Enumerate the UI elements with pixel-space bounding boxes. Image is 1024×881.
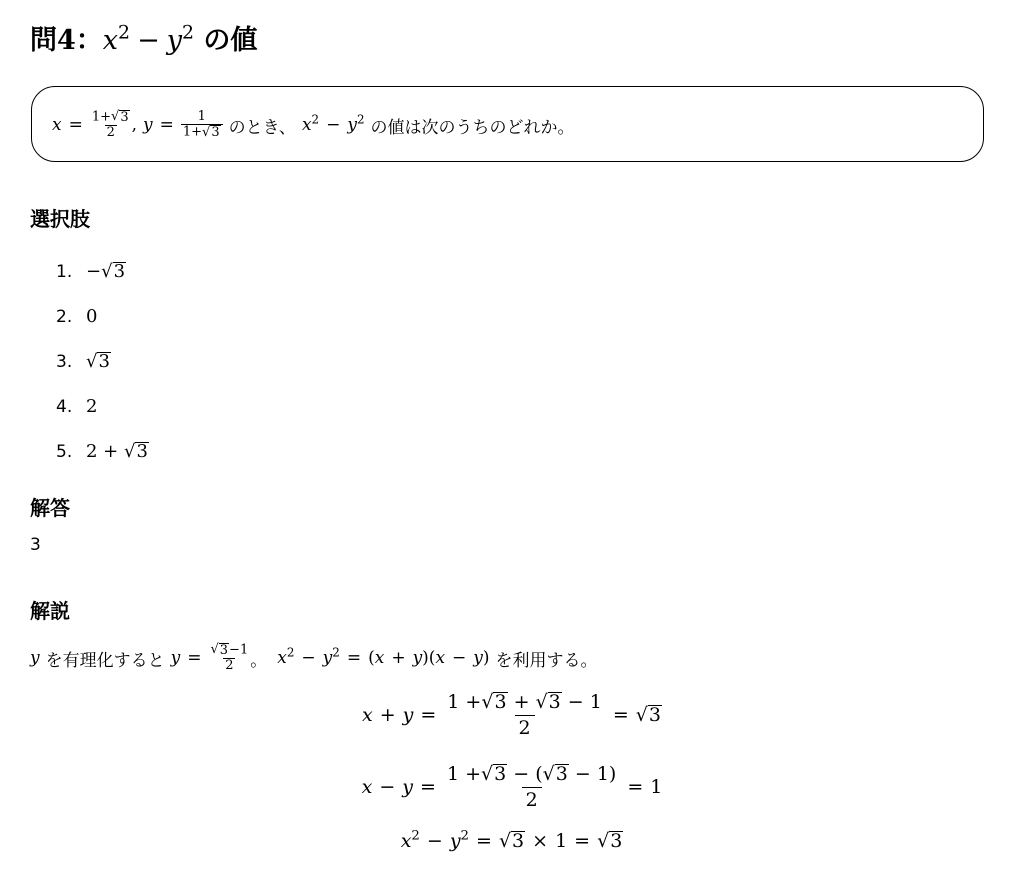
choice-item: 4. 2	[56, 396, 98, 417]
answer-value: 3	[30, 535, 41, 555]
explanation-heading: 解説	[30, 599, 70, 623]
y-value-fraction: 1 1+ √ 3	[181, 110, 223, 140]
equation-difference: x − y = 1 + √ 3 − ( √ 3 − 1) 2 = 1	[361, 763, 663, 811]
problem-statement: x = 1+ √ 3 2 , y = 1 1+ √ 3 のとき、 $x^2$ − $y^2$ の値は次のうちのどれか。	[52, 109, 575, 141]
explanation-text: y を有理化すると y = √ 3 −1 2 。 $x^2$ − $y^2$ = ( x + y )( x − y ) を利用する。	[30, 642, 598, 673]
title-math: $x^2 - y^2$	[102, 21, 194, 56]
choice-item: 3. √ 3	[56, 351, 110, 373]
choices-heading: 選択肢	[30, 207, 90, 231]
choice-item: 1. − √ 3	[56, 261, 126, 283]
problem-text-condition: のとき、	[228, 117, 296, 138]
title-suffix: の値	[203, 25, 258, 56]
equation-sum: x + y = 1 + √ 3 + √ 3 − 1 2 = √ 3	[362, 691, 661, 739]
title-prefix: 問4：	[30, 25, 103, 56]
answer-heading: 解答	[30, 496, 70, 520]
choice-item: 2. 0	[56, 306, 98, 327]
rationalized-fraction: √ 3 −1 2	[210, 642, 249, 673]
problem-text-question: の値は次のうちのどれか。	[370, 117, 575, 138]
choices-list	[56, 249, 149, 474]
equation-result: $x^2$ − $y^2$ = √ 3 × 1 = √ 3	[400, 828, 623, 853]
x-value-fraction: 1+ √ 3 2	[91, 109, 129, 140]
page-title	[30, 18, 257, 57]
choice-item: 5. 2 + √ 3	[56, 441, 148, 463]
